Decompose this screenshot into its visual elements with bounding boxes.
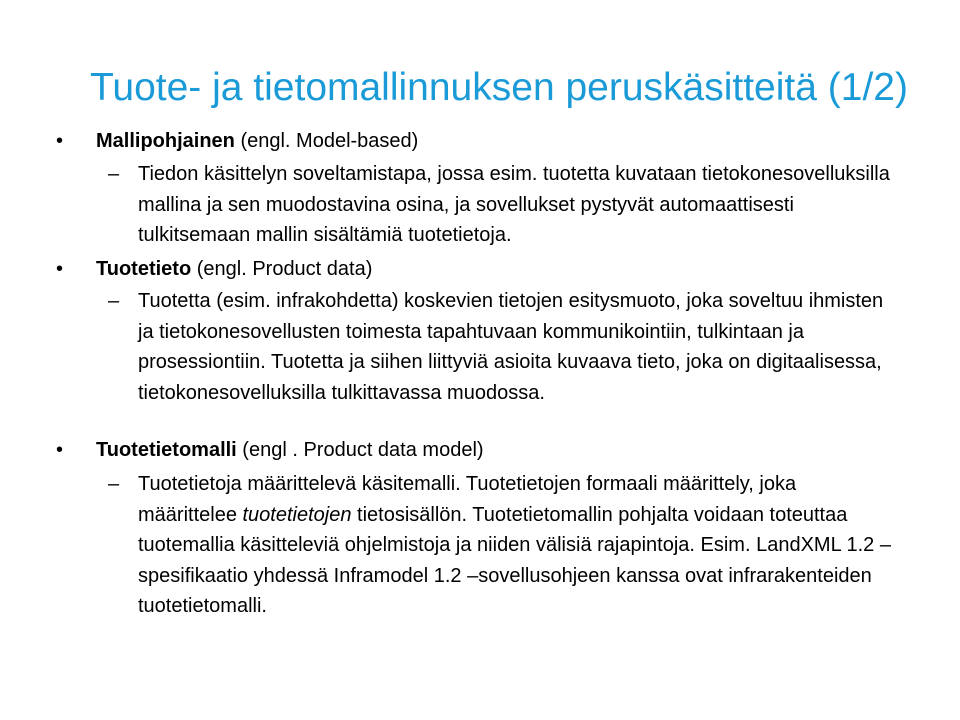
bullet-icon: •: [56, 130, 64, 152]
dash-icon: –: [108, 290, 120, 312]
dash-icon: –: [108, 473, 120, 495]
dash-icon: –: [108, 163, 120, 185]
term-label: Tuotetietomalli: [96, 439, 237, 461]
bullet-item-product-data: [56, 255, 373, 283]
bullet-icon: •: [56, 439, 64, 461]
term-translation: (engl . Product data model): [236, 439, 484, 461]
bullet-item-product-data-model: [56, 436, 484, 464]
definition-product-data: [108, 286, 898, 408]
slide-title: Tuote- ja tietomallinnuksen peruskäsitteitä (1/2): [90, 66, 908, 109]
definition-model-based: [108, 159, 898, 251]
definition-text: Tiedon käsittelyn soveltamistapa, jossa esim. tuotetta kuvataan tietokonesovelluksilla mallina ja sen muodostavina osina, ja sovellukset pystyvät automaattisesti tulkitsemaan mallin sisältämiä tuotetietoja.: [138, 163, 890, 246]
definition-emphasis: tuotetietojen: [242, 503, 352, 526]
definition-text-a: Tuotetietoja määrittelevä käsitemalli. Tuotetietojen formaali määrittely, joka määrittelee: [138, 473, 797, 526]
bullet-icon: •: [56, 258, 64, 280]
definition-text: Tuotetta (esim. infrakohdetta) koskevien tietojen esitysmuoto, joka soveltuu ihmisten ja tietokonesovellusten toimesta tapahtuvaan kommunikointiin, tulkintaan ja prosessiontiin. Tuotetta ja siihen liittyviä asioita kuvaava tieto, joka on digitaalisessa, tietokonesovelluksilla tulkittavassa muodossa.: [138, 290, 884, 404]
term-label: Mallipohjainen: [96, 130, 235, 152]
term-label: Tuotetieto: [96, 258, 192, 280]
definition-text-b: tietosisällön. Tuotetietomallin pohjalta voidaan toteuttaa tuotemallia käsitteleviä ohjelmistoja ja niiden välisiä rajapintoja. Esim. LandXML 1.2 –spesifikaatio yhdessä Inframodel 1.2 –sovellusohjeen kanssa ovat infrarakenteiden tuotetietomalli.: [138, 503, 891, 617]
term-translation: (engl. Model-based): [234, 130, 419, 152]
definition-product-data-model: [108, 469, 898, 622]
term-translation: (engl. Product data): [191, 258, 373, 280]
bullet-item-model-based: [56, 127, 419, 155]
